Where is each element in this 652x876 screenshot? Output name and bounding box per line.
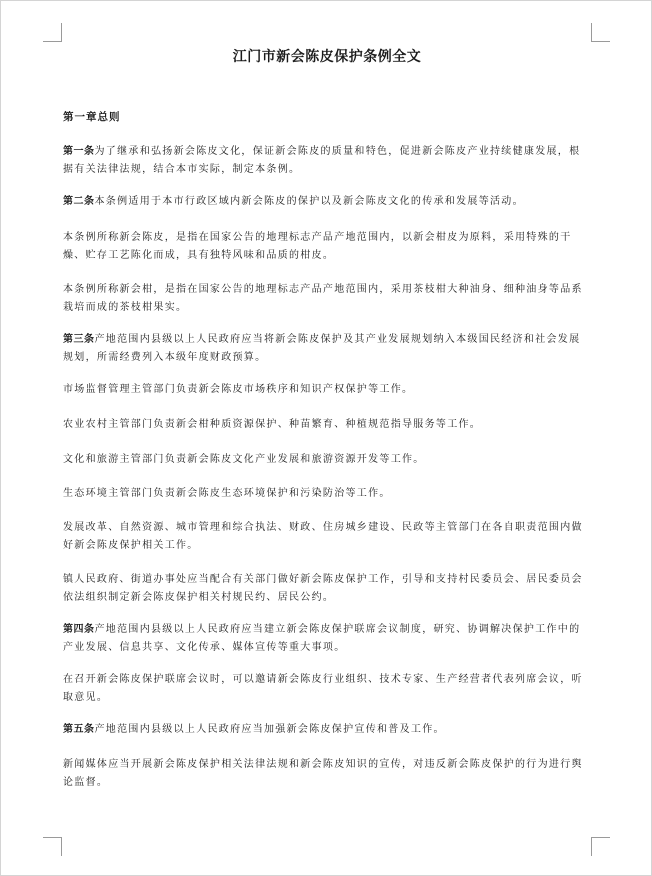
paragraph-text: 文化和旅游主管部门负责新会陈皮文化产业发展和旅游资源开发等工作。	[63, 454, 425, 465]
paragraph	[63, 381, 591, 399]
article-5-paragraph	[63, 721, 591, 739]
paragraph-text: 本条例所称新会柑，是指在国家公告的地理标志产品产地范围内，采用茶枝柑大种油身、细种油身等品系栽培而成的茶枝柑果实。	[63, 284, 583, 313]
article-label: 第三条	[63, 334, 95, 345]
paragraph-text: 产地范围内县级以上人民政府应当建立新会陈皮保护联席会议制度，研究、协调解决保护工作中的产业发展、信息共享、文化传承、媒体宣传等重大事项。	[63, 624, 581, 653]
paragraph	[63, 281, 591, 317]
article-2-paragraph	[63, 193, 591, 211]
document-title: 江门市新会陈皮保护条例全文	[232, 49, 422, 65]
paragraph-text: 产地范围内县级以上人民政府应当加强新会陈皮保护宣传和普及工作。	[94, 724, 445, 735]
paragraph	[63, 519, 591, 555]
paragraph-text: 产地范围内县级以上人民政府应当将新会陈皮保护及其产业发展规划纳入本级国民经济和社会发展规划，所需经费列入本级年度财政预算。	[63, 334, 581, 363]
article-label: 第二条	[63, 196, 95, 207]
paragraph	[63, 451, 591, 469]
paragraph	[63, 571, 591, 607]
article-label: 第四条	[63, 624, 95, 635]
paragraph-text: 本条例所称新会陈皮，是指在国家公告的地理标志产品产地范围内，以新会柑皮为原料，采用特殊的干燥、贮存工艺陈化而成，具有独特风味和品质的柑皮。	[63, 232, 572, 261]
paragraph-text: 生态环境主管部门负责新会陈皮生态环境保护和污染防治等工作。	[63, 488, 391, 499]
paragraph	[63, 671, 591, 707]
article-4-paragraph	[63, 621, 591, 657]
crop-mark-top-left	[43, 23, 62, 42]
crop-mark-bottom-right	[591, 837, 610, 856]
paragraph-text: 市场监督管理主管部门负责新会陈皮市场秩序和知识产权保护等工作。	[63, 384, 414, 395]
article-label: 第一条	[63, 146, 95, 157]
paragraph	[63, 756, 591, 792]
article-1-paragraph	[63, 143, 591, 179]
paragraph-text: 农业农村主管部门负责新会柑种质资源保护、种苗繁育、种植规范指导服务等工作。	[63, 419, 482, 430]
paragraph	[63, 485, 591, 503]
paragraph	[63, 416, 591, 434]
paragraph-text: 镇人民政府、街道办事处应当配合有关部门做好新会陈皮保护工作，引导和支持村民委员会、居民委员会依法组织制定新会陈皮保护相关村规民约、居民公约。	[63, 574, 583, 603]
chapter-heading: 第一章总则	[63, 111, 121, 123]
article-3-paragraph	[63, 331, 591, 367]
crop-mark-top-right	[591, 23, 610, 42]
paragraph	[63, 229, 591, 265]
paragraph-text: 在召开新会陈皮保护联席会议时，可以邀请新会陈皮行业组织、技术专家、生产经营者代表列席会议，听取意见。	[63, 674, 583, 703]
paragraph-text: 为了继承和弘扬新会陈皮文化，保证新会陈皮的质量和特色，促进新会陈皮产业持续健康发展，根据有关法律法规，结合本市实际，制定本条例。	[63, 146, 581, 175]
paragraph-text: 发展改革、自然资源、城市管理和综合执法、财政、住房城乡建设、民政等主管部门在各自职责范围内做好新会陈皮保护相关工作。	[63, 522, 583, 551]
paragraph-text: 新闻媒体应当开展新会陈皮保护相关法律法规和新会陈皮知识的宣传，对违反新会陈皮保护的行为进行舆论监督。	[63, 759, 583, 788]
crop-mark-bottom-left	[43, 837, 62, 856]
article-label: 第五条	[63, 724, 95, 735]
paragraph-text: 本条例适用于本市行政区域内新会陈皮的保护以及新会陈皮文化的传承和发展等活动。	[94, 196, 524, 207]
